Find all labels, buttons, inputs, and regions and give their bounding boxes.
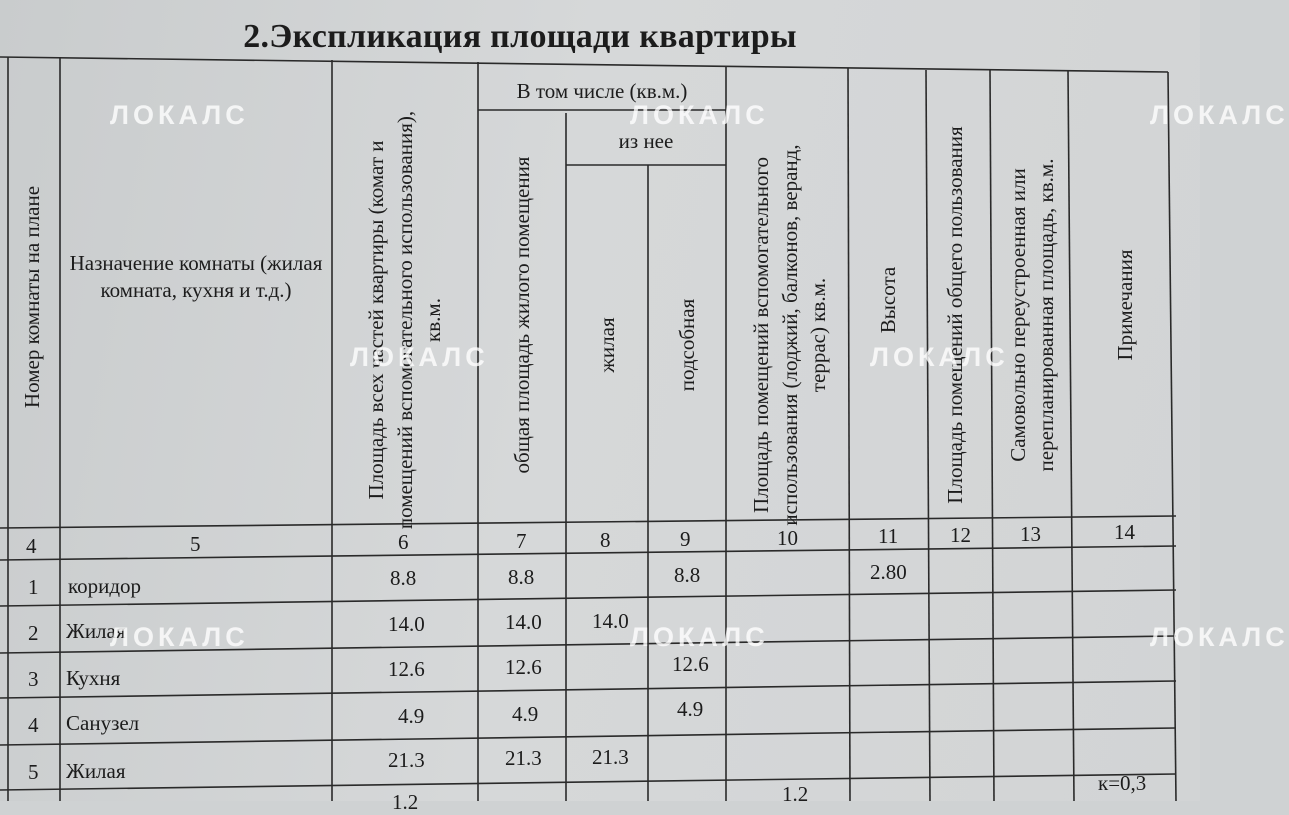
living-premises-value: 14.0 [505, 610, 542, 634]
header-common-area: Площадь помещений общего пользования [942, 126, 967, 504]
column-number: 14 [1114, 520, 1135, 544]
living-premises-value: 4.9 [512, 702, 539, 726]
total-area-value: 21.3 [388, 748, 425, 772]
total-area-value: 12.6 [388, 657, 425, 681]
watermark: ЛОКАЛС [630, 622, 769, 652]
row-number: 5 [28, 760, 39, 784]
total-area-value: 8.8 [390, 566, 417, 590]
document-title: 2.Экспликация площади квартиры [243, 18, 797, 55]
auxiliary-value: 4.9 [677, 697, 704, 721]
header-room-number: Номер комнаты на плане [19, 185, 44, 409]
watermark: ЛОКАЛС [630, 100, 769, 130]
header-total-area: Площадь всех частей квартиры (комат и помещений вспомогательного использования), кв.м. [364, 110, 446, 530]
column-number: 10 [777, 526, 798, 550]
header-room-purpose: Назначение комнаты (жилая комната, кухня и т.д.) [69, 251, 323, 303]
column-number: 11 [878, 524, 899, 548]
auxiliary-value: 12.6 [672, 652, 709, 676]
column-number: 9 [680, 527, 691, 551]
living-premises-value: 21.3 [505, 746, 542, 770]
total-area-value: 4.9 [398, 704, 425, 728]
header-living-premises-area: общая площадь жилого помещения [509, 156, 534, 474]
living-premises-value: 12.6 [505, 655, 542, 679]
column-number: 8 [600, 528, 611, 552]
header-auxiliary-premises-area: Площадь помещений вспомогательного использования (лоджий, балконов, веранд, террас) кв.м. [749, 144, 831, 526]
header-height: Высота [875, 266, 900, 334]
height-value: 2.80 [870, 560, 907, 584]
total-area-value: 1.2 [392, 790, 419, 814]
row-number: 1 [28, 575, 39, 599]
watermark: ЛОКАЛС [350, 342, 489, 372]
column-number: 12 [950, 523, 971, 547]
row-number: 2 [28, 621, 39, 645]
column-number: 7 [516, 529, 527, 553]
column-number: 5 [190, 532, 201, 556]
living-value: 21.3 [592, 745, 629, 769]
watermark: ЛОКАЛС [110, 622, 249, 652]
auxiliary-value: 8.8 [674, 563, 701, 587]
column-number: 6 [398, 530, 409, 554]
room-name: Санузел [66, 711, 140, 735]
total-area-value: 14.0 [388, 612, 425, 636]
room-name: Жилая [66, 759, 126, 783]
auxiliary-premises-value: 1.2 [782, 782, 809, 806]
room-name: Жилая [66, 619, 126, 643]
living-premises-value: 8.8 [508, 565, 535, 589]
header-unauthorized-area: Самовольно переустроенная или перепланированная площадь, кв.м. [1005, 158, 1058, 472]
column-number: 13 [1020, 522, 1041, 546]
column-number: 4 [26, 534, 37, 558]
note-value: к=0,3 [1098, 771, 1147, 795]
header-including-group: В том числе (кв.м.) [516, 79, 688, 103]
watermark: ЛОКАЛС [1150, 100, 1289, 130]
header-auxiliary: подсобная [674, 298, 699, 392]
watermark: ЛОКАЛС [870, 342, 1009, 372]
header-notes: Примечания [1112, 249, 1137, 361]
room-name: Кухня [66, 666, 121, 690]
header-of-which: из нее [618, 129, 674, 153]
watermark: ЛОКАЛС [1150, 622, 1289, 652]
header-living: жилая [594, 317, 619, 373]
watermark: ЛОКАЛС [110, 100, 249, 130]
row-number: 4 [28, 713, 39, 737]
living-value: 14.0 [592, 609, 629, 633]
row-number: 3 [28, 667, 39, 691]
room-name: коридор [68, 574, 142, 598]
